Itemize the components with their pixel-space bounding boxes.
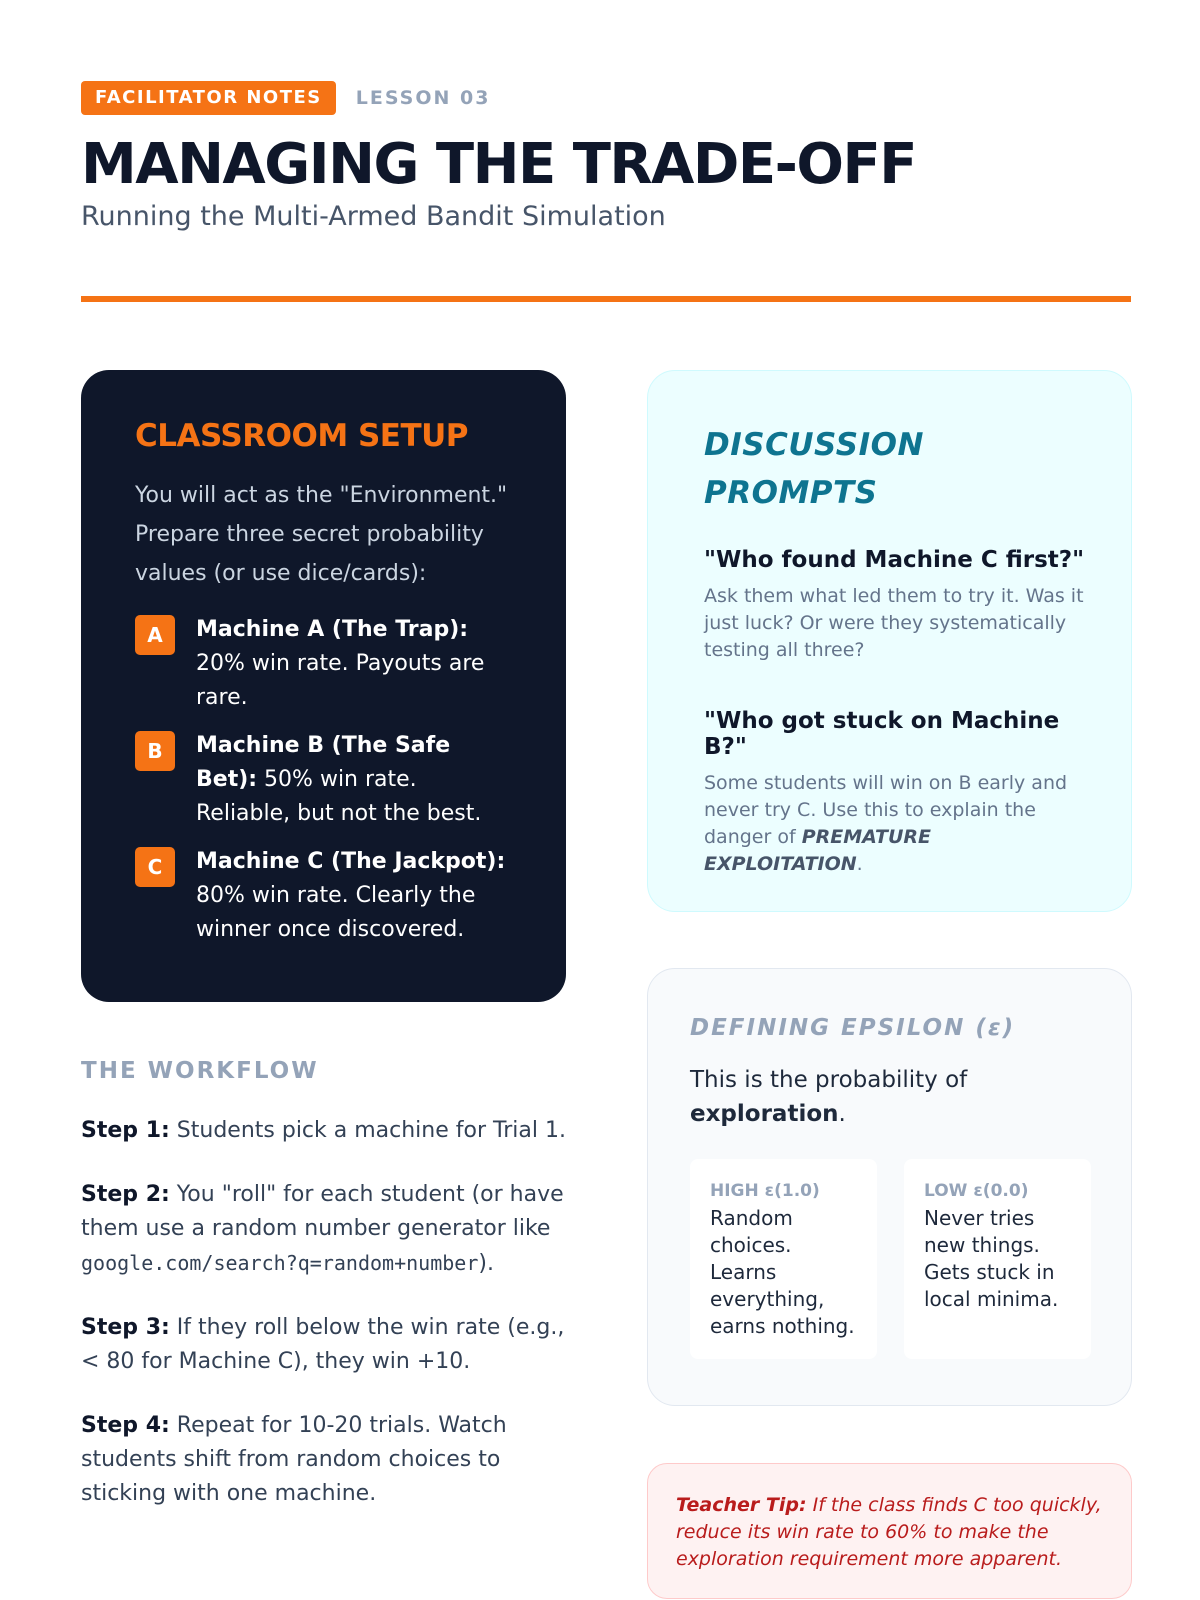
tag-row (81, 81, 1131, 115)
prompts-heading (704, 421, 1091, 517)
classroom-setup-card (81, 370, 566, 1002)
workflow-step (81, 1114, 571, 1148)
machine-detail: 20% win rate. Payouts are rare. (196, 651, 485, 710)
machine-item-a (135, 613, 516, 715)
epsilon-lead (690, 1063, 1091, 1131)
step-text: Students pick a machine for Trial 1. (169, 1118, 566, 1143)
lead-bold: exploration (690, 1101, 839, 1127)
high-epsilon-label: HIGH ε(1.0) (710, 1181, 820, 1201)
machine-letter-badge: A (135, 615, 175, 655)
prompts-heading-line1: DISCUSSION (704, 427, 924, 463)
machine-detail: 50% win rate. Reliable, but not the best. (196, 767, 482, 826)
tip-label: Teacher Tip: (676, 1494, 807, 1516)
workflow-step (81, 1178, 571, 1281)
setup-intro: You will act as the "Environment." Prepare three secret probability values (or use dice/cards): (135, 483, 508, 586)
step-text-end: ). (478, 1251, 494, 1276)
lead-text: This is the probability of (690, 1067, 968, 1093)
prompt-question-2: "Who got stuck on Machine B?" (704, 708, 1060, 760)
page-title: MANAGING THE TRADE-OFF (81, 132, 916, 197)
step-label: Step 3: (81, 1315, 170, 1340)
machine-item-b (135, 729, 516, 831)
epsilon-comparison (690, 1159, 1091, 1359)
step-text: Repeat for 10-20 trials. Watch students shift from random choices to sticking with one machine. (81, 1413, 507, 1506)
step-label: Step 4: (81, 1413, 170, 1438)
machine-item-c (135, 845, 516, 947)
workflow-heading: THE WORKFLOW (81, 1058, 319, 1084)
header-divider (81, 296, 1131, 302)
machine-letter-badge: C (135, 847, 175, 887)
step-text: If they roll below the win rate (e.g., < 80 for Machine C), they win +10. (81, 1315, 565, 1374)
answer-emphasis: PREMATURE EXPLOITATION (704, 826, 932, 875)
machine-description (196, 729, 516, 831)
epsilon-definition-card (647, 968, 1132, 1406)
low-epsilon-card (904, 1159, 1091, 1359)
setup-heading: CLASSROOM SETUP (135, 418, 469, 454)
high-epsilon-card (690, 1159, 877, 1359)
machine-description (196, 613, 516, 715)
prompt-question-1: "Who found Machine C first?" (704, 547, 1085, 573)
low-epsilon-label: LOW ε(0.0) (924, 1181, 1029, 1201)
low-epsilon-text: Never tries new things. Gets stuck in local minima. (924, 1206, 1059, 1311)
step-label: Step 2: (81, 1182, 170, 1207)
lesson-number: LESSON 03 (355, 87, 491, 109)
machine-name: Machine B (The Safe Bet): (196, 733, 451, 792)
epsilon-heading: DEFINING EPSILON (ε) (690, 1015, 1016, 1041)
machine-detail: 80% win rate. Clearly the winner once discovered. (196, 883, 476, 942)
teacher-tip (647, 1463, 1132, 1599)
prompt-answer-1: Ask them what led them to try it. Was it just luck? Or were they systematically testing all three? (704, 585, 1084, 661)
step-text: You "roll" for each student (or have them use a random number generator like (81, 1182, 564, 1241)
workflow-section (81, 1058, 571, 1511)
machine-name: Machine C (The Jackpot): (196, 849, 506, 874)
step-label: Step 1: (81, 1118, 170, 1143)
answer-text: Some students will win on B early and never try C. Use this to explain the danger of (704, 772, 1068, 848)
random-number-url: google.com/search?q=random+number (81, 1251, 479, 1275)
machine-name: Machine A (The Trap): (196, 617, 469, 642)
lead-end: . (838, 1101, 846, 1127)
machine-description (196, 845, 516, 947)
page-header (81, 81, 1131, 232)
facilitator-badge: FACILITATOR NOTES (81, 81, 336, 115)
page-subtitle: Running the Multi-Armed Bandit Simulation (81, 201, 666, 232)
prompts-heading-line2: PROMPTS (704, 475, 878, 511)
prompt-answer-2 (704, 770, 1091, 878)
answer-end: . (856, 853, 863, 875)
discussion-prompts-card (647, 370, 1132, 912)
machine-letter-badge: B (135, 731, 175, 771)
high-epsilon-text: Random choices. Learns everything, earns nothing. (710, 1206, 855, 1338)
workflow-step (81, 1311, 571, 1379)
tip-text: If the class finds C too quickly, reduce its win rate to 60% to make the exploration requirement more apparent. (676, 1494, 1102, 1570)
workflow-step (81, 1409, 571, 1511)
